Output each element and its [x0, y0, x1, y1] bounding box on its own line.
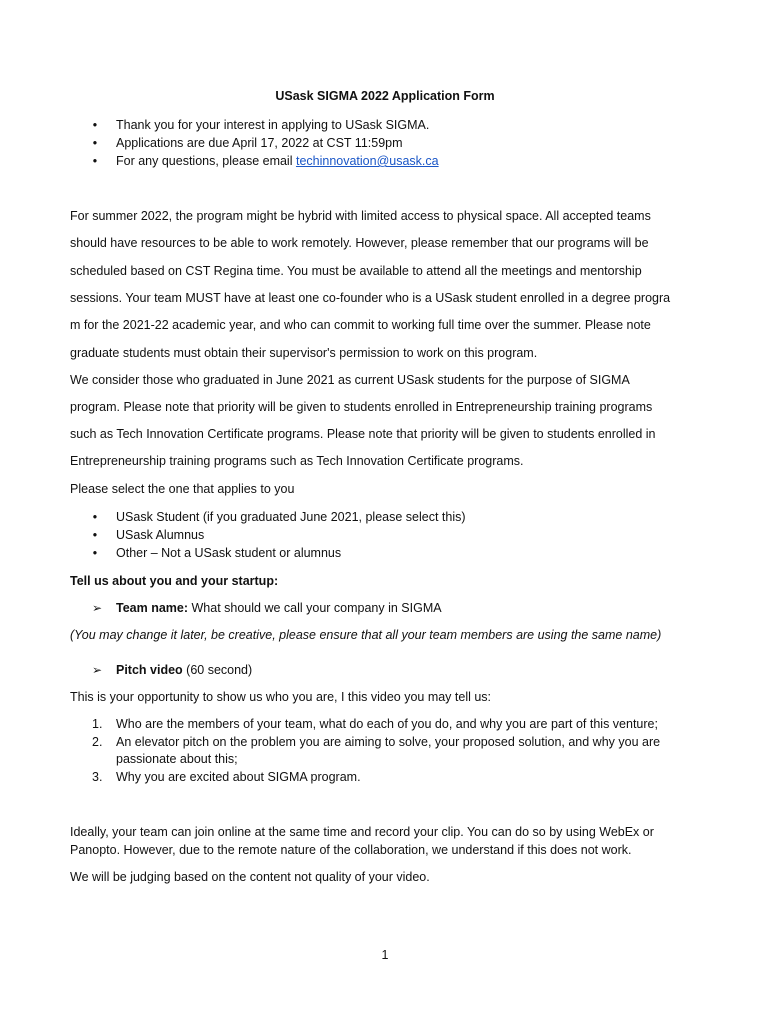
list-item-text: Why you are excited about SIGMA program.: [116, 770, 361, 784]
select-prompt: Please select the one that applies to you: [70, 482, 295, 496]
closing-line: Ideally, your team can join online at the same time and record your clip. You can do so by using WebEx or: [70, 825, 654, 839]
team-name-note: (You may change it later, be creative, please ensure that all your team members are using the same name): [70, 628, 662, 642]
team-name-question: What should we call your company in SIGMA: [188, 601, 442, 615]
option-label: Other – Not a USask student or alumnus: [116, 546, 342, 560]
bullet-icon: •: [92, 510, 98, 524]
arrow-bullet-icon: ➢: [92, 663, 103, 677]
paragraph-line: Entrepreneurship training programs such as Tech Innovation Certificate programs.: [70, 454, 524, 468]
paragraph-line: graduate students must obtain their supervisor's permission to work on this program.: [70, 346, 538, 360]
list-number: 3.: [92, 770, 103, 784]
bullet-icon: •: [92, 528, 98, 542]
paragraph-line: sessions. Your team MUST have at least one co-founder who is a USask student enrolled in a degree progra: [70, 291, 671, 305]
paragraph-line: scheduled based on CST Regina time. You must be available to attend all the meetings and mentorship: [70, 264, 642, 278]
page-title: USask SIGMA 2022 Application Form: [275, 89, 495, 103]
arrow-bullet-icon: ➢: [92, 601, 103, 615]
list-number: 1.: [92, 717, 103, 731]
paragraph-line: m for the 2021-22 academic year, and who can commit to working full time over the summer. Please note: [70, 318, 651, 332]
bullet-icon: •: [92, 154, 98, 168]
list-item-text: passionate about this;: [116, 752, 238, 766]
option-label: USask Alumnus: [116, 528, 205, 542]
bullet-icon: •: [92, 118, 98, 132]
list-item-text: An elevator pitch on the problem you are aiming to solve, your proposed solution, and why you are: [116, 735, 661, 749]
email-link[interactable]: techinnovation@usask.ca: [295, 154, 439, 168]
team-name-label: Team name:: [116, 601, 189, 615]
bullet-icon: •: [92, 546, 98, 560]
paragraph-line: For summer 2022, the program might be hybrid with limited access to physical space. All accepted teams: [70, 209, 651, 223]
list-item-text: Who are the members of your team, what do each of you do, and why you are part of this venture;: [116, 717, 658, 731]
paragraph-line: program. Please note that priority will be given to students enrolled in Entrepreneurship training programs: [70, 400, 653, 414]
closing-line: Panopto. However, due to the remote nature of the collaboration, we understand if this does not work.: [70, 843, 632, 857]
paragraph-line: We consider those who graduated in June 2021 as current USask students for the purpose of SIGMA: [70, 373, 630, 387]
intro-bullet-text: [116, 153, 439, 169]
judging-note: We will be judging based on the content not quality of your video.: [70, 870, 430, 884]
pitch-video-duration: (60 second): [182, 663, 253, 677]
pitch-intro: This is your opportunity to show us who you are, I this video you may tell us:: [70, 690, 492, 704]
page-number: 1: [381, 948, 389, 962]
bullet-icon: •: [92, 136, 98, 150]
contact-prefix: For any questions, please email: [116, 154, 296, 168]
intro-bullet-text: Applications are due April 17, 2022 at CST 11:59pm: [116, 136, 403, 150]
startup-heading: Tell us about you and your startup:: [70, 574, 279, 588]
option-label: USask Student (if you graduated June 2021, please select this): [116, 510, 466, 524]
pitch-video-label: Pitch video: [116, 663, 183, 677]
paragraph-line: should have resources to be able to work remotely. However, please remember that our programs will be: [70, 236, 649, 250]
list-number: 2.: [92, 735, 103, 749]
intro-bullet-text: Thank you for your interest in applying to USask SIGMA.: [116, 118, 430, 132]
paragraph-line: such as Tech Innovation Certificate programs. Please note that priority will be given to students enrolled in: [70, 427, 656, 441]
